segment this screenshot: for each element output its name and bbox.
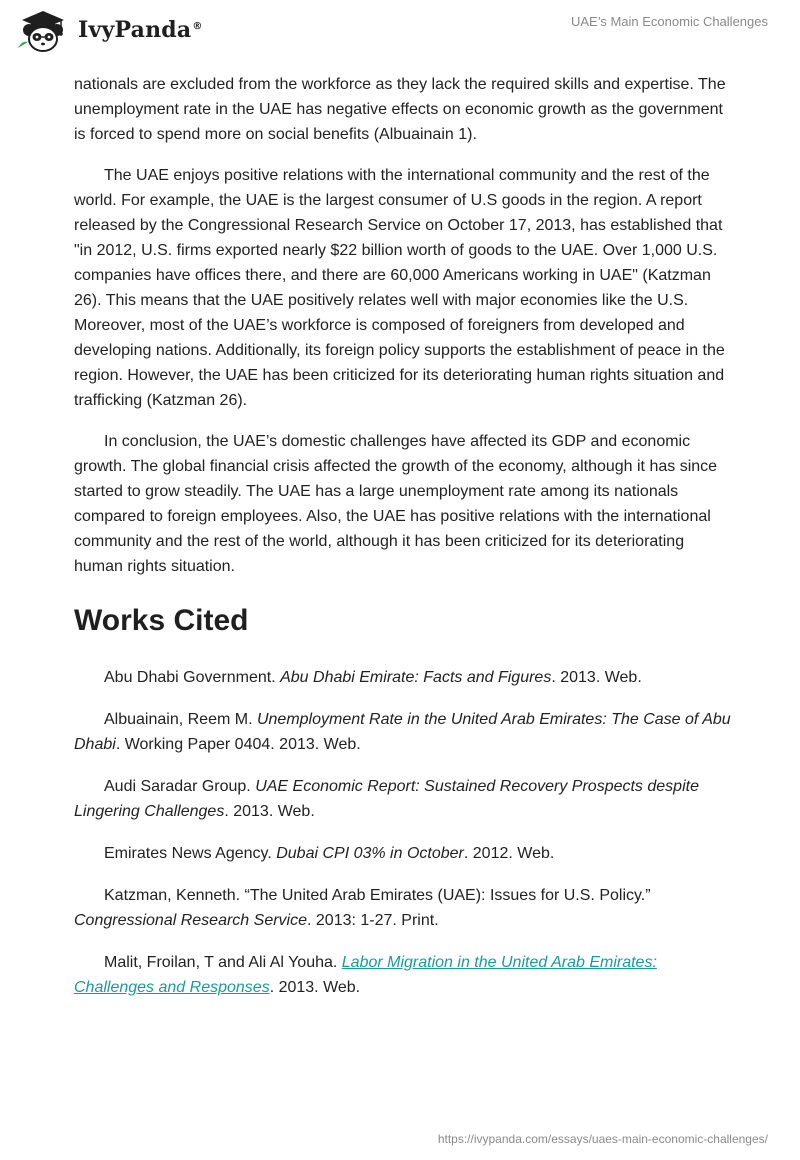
ivypanda-logo[interactable] (14, 8, 203, 52)
citation-entry: Emirates News Agency. Dubai CPI 03% in October. 2012. Web. (104, 845, 555, 862)
panda-graduate-icon (14, 8, 72, 52)
citation-entry: Katzman, Kenneth. “The United Arab Emirates (UAE): Issues for U.S. Policy.” Congressional Research Service. 2013: 1-27. Print. (74, 887, 651, 929)
footer-url: https://ivypanda.com/essays/uaes-main-economic-challenges/ (437, 1132, 768, 1146)
running-title: UAE’s Main Economic Challenges (570, 14, 768, 29)
citation-entry: Malit, Froilan, T and Ali Al Youha. Labor Migration in the United Arab Emirates: Challenges and Responses. 2013. Web. (74, 954, 657, 996)
body-paragraph: nationals are excluded from the workforce as they lack the required skills and expertise. The unemployment rate in the UAE has negative effects on economic growth as the government is forced to spend more on social benefits (Albuainain 1). (74, 76, 726, 143)
logo-text: IvyPanda® (78, 17, 203, 43)
citation-link[interactable]: Labor Migration in the United Arab Emirates: Challenges and Responses (74, 954, 657, 996)
body-paragraph: The UAE enjoys positive relations with the international community and the rest of the world. For example, the UAE is the largest consumer of U.S goods in the region. A report released by the Congressional Research Service on October 17, 2013, has established that "in 2012, U.S. firms exported nearly $22 billion worth of goods to the UAE. Over 1,000 U.S. companies have offices there, and there are 60,000 Americans working in UAE" (Katzman 26). This means that the UAE positively relates well with major economies like the U.S. Moreover, most of the UAE’s workforce is composed of foreigners from developed and developing nations. Additionally, its foreign policy supports the establishment of peace in the region. However, the UAE has been criticized for its deteriorating human rights situation and trafficking (Katzman 26). (74, 167, 725, 409)
citation-entry: Abu Dhabi Government. Abu Dhabi Emirate: Facts and Figures. 2013. Web. (104, 669, 642, 686)
citation-entry: Albuainain, Reem M. Unemployment Rate in the United Arab Emirates: The Case of Abu Dhabi. Working Paper 0404. 2013. Web. (74, 711, 731, 753)
citation-entry: Audi Saradar Group. UAE Economic Report: Sustained Recovery Prospects despite Lingering Challenges. 2013. Web. (74, 778, 699, 820)
body-paragraph: In conclusion, the UAE’s domestic challenges have affected its GDP and economic growth. The global financial crisis affected the growth of the economy, although it has since started to grow steadily. The UAE has a large unemployment rate among its nationals compared to foreign employees. Also, the UAE has positive relations with the international community and the rest of the world, although it has been criticized for its deteriorating human rights situation. (74, 433, 718, 575)
essay-content (74, 72, 734, 1017)
works-cited-heading: Works Cited (74, 604, 249, 637)
page-header (0, 0, 800, 70)
